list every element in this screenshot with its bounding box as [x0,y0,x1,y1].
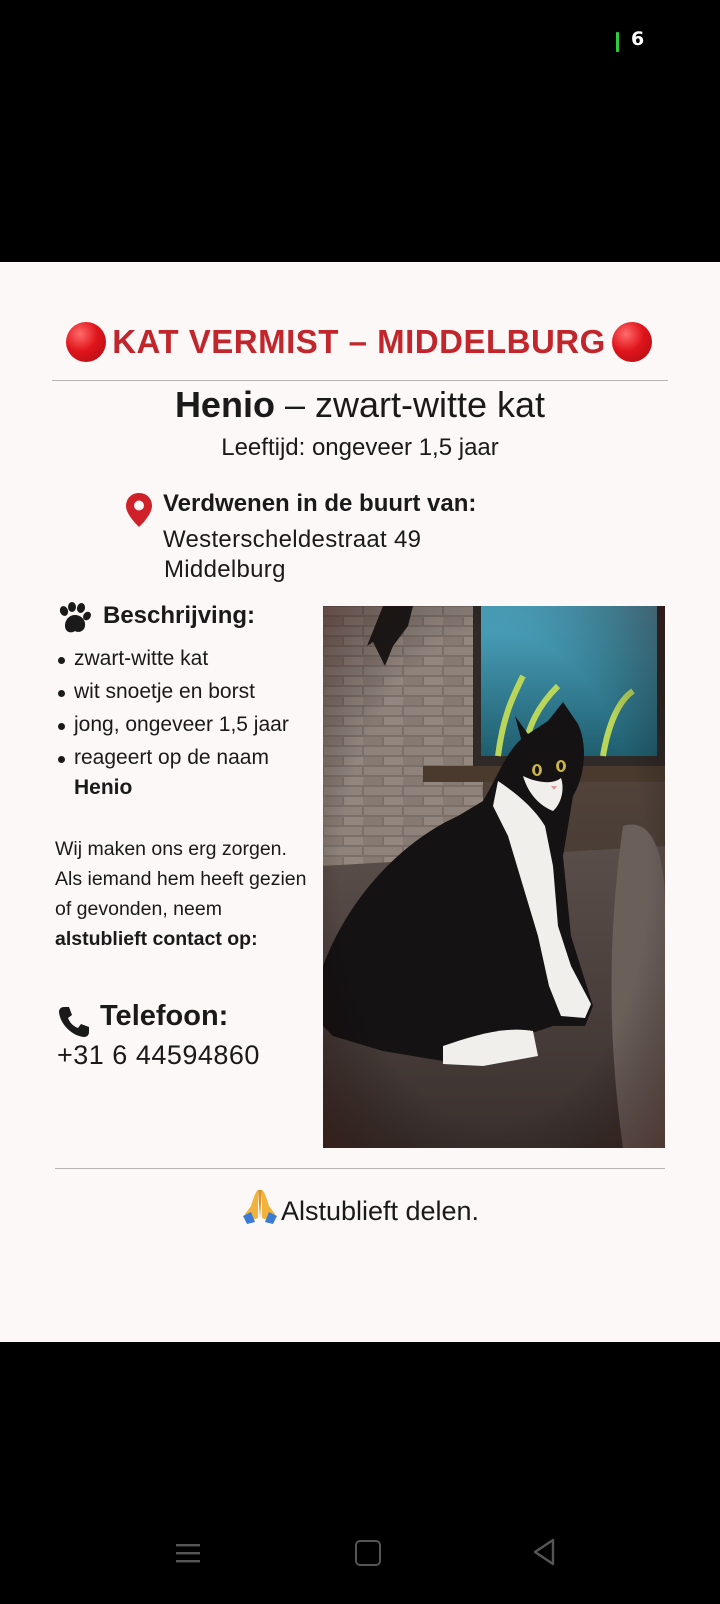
location-street: Westerscheldestraat 49 [163,526,422,553]
description-list [56,644,318,806]
cat-name: Henio [174,384,275,425]
missing-cat-poster[interactable] [0,262,720,1342]
battery-percentage: 6 [631,28,645,50]
divider [55,1168,665,1169]
cat-photo-illustration [323,606,665,1148]
description-item: zwart-witte kat [56,644,318,674]
location-label: Verdwenen in de buurt van: [163,490,477,517]
paw-icon [56,602,94,636]
back-icon[interactable] [532,1538,556,1566]
cat-photo [323,606,665,1148]
phone-number[interactable]: +31 6 44594860 [57,1040,260,1070]
red-circle-icon [612,322,652,362]
description-label: Beschrijving: [103,602,256,629]
divider [52,380,668,381]
share-text: Alstublieft delen. [280,1196,480,1226]
battery-icon [616,32,619,52]
description-item: wit snoetje en borst [56,677,318,707]
praying-hands-icon [241,1188,279,1224]
home-button[interactable] [355,1540,381,1566]
navigation-bar [0,1520,720,1604]
share-row [0,1188,720,1227]
phone-label: Telefoon: [100,1000,229,1032]
location-city: Middelburg [164,556,286,583]
poster-title: KAT VERMIST – MIDDELBURG [112,323,606,360]
description-item-text: reageert op de naam [74,746,269,769]
message-text: Wij maken ons erg zorgen. Als iemand hem heeft gezien of gevonden, neem [55,838,307,920]
phone-icon [56,1004,92,1040]
description-item-name: Henio [74,776,133,799]
poster-title-row [50,320,668,364]
message-bold-text: alstublieft contact op: [55,928,258,950]
status-bar [0,0,720,80]
map-pin-icon [124,492,154,528]
description-item [56,743,318,803]
cat-age: Leeftijd: ongeveer 1,5 jaar [221,434,499,461]
cat-subtitle: – zwart-witte kat [284,384,546,425]
red-circle-icon [66,322,106,362]
menu-icon[interactable] [176,1542,200,1564]
contact-message [55,834,317,954]
description-item: jong, ongeveer 1,5 jaar [56,710,318,740]
cat-heading [0,384,720,426]
